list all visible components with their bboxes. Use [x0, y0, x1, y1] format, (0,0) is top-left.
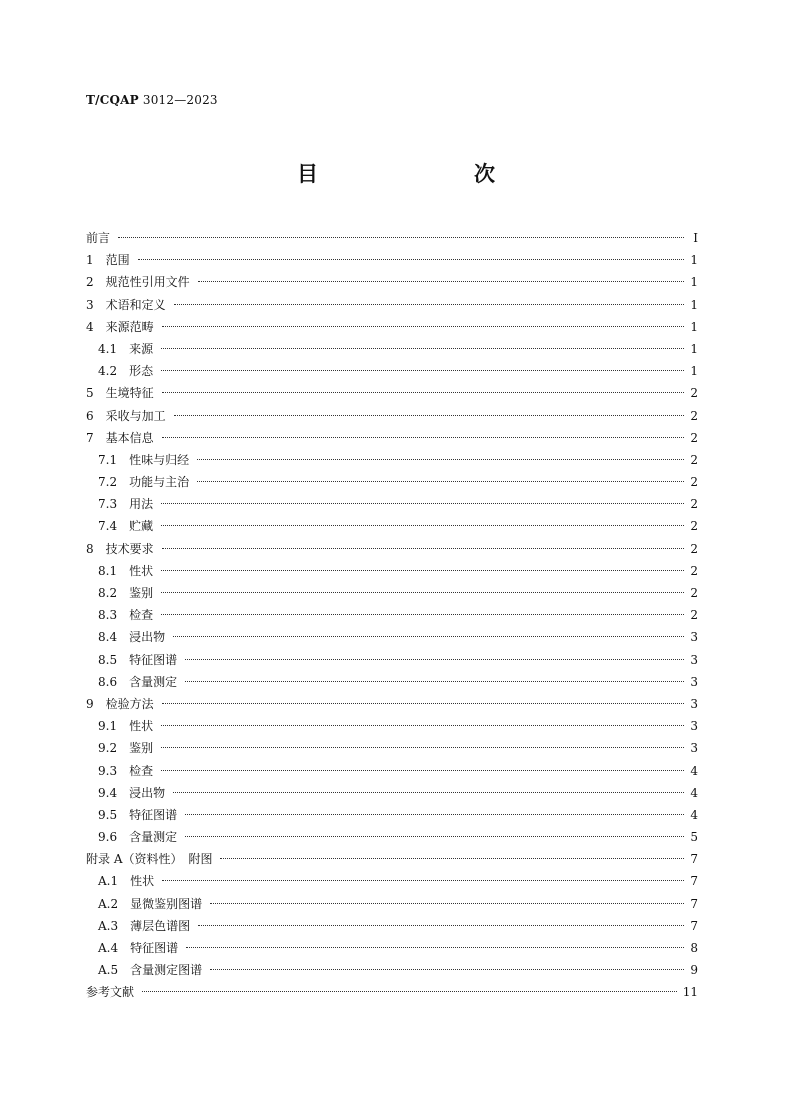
toc-dot-leader — [162, 703, 684, 704]
toc-entry-number: 9.6 — [98, 830, 118, 845]
toc-entry-page-number: 5 — [690, 830, 698, 845]
toc-entry[interactable] — [86, 538, 698, 560]
toc-entry-number: 8.3 — [98, 608, 118, 623]
toc-entry[interactable] — [86, 893, 698, 915]
toc-dot-leader — [197, 481, 684, 482]
toc-entry-page-number: 7 — [690, 918, 698, 933]
toc-entry[interactable] — [86, 626, 698, 648]
toc-entry[interactable] — [86, 826, 698, 848]
toc-entry-page-number: 1 — [690, 319, 698, 334]
toc-entry-number: 8.4 — [98, 630, 118, 645]
toc-entry-number: 9.4 — [98, 785, 118, 800]
toc-dot-leader — [162, 548, 684, 549]
document-code: T/CQAP — [86, 93, 139, 107]
toc-entry[interactable] — [86, 760, 698, 782]
toc-entry-number: 7.4 — [98, 519, 118, 534]
toc-entry-page-number: 1 — [690, 341, 698, 356]
toc-dot-leader — [174, 415, 684, 416]
toc-dot-leader — [161, 570, 684, 571]
toc-entry-label: 来源 — [129, 341, 154, 356]
toc-entry-number: 4.1 — [98, 341, 118, 356]
toc-entry-page-number: 4 — [690, 763, 698, 778]
toc-entry-number: 7 — [86, 430, 94, 445]
toc-entry[interactable] — [86, 715, 698, 737]
toc-dot-leader — [210, 903, 684, 904]
toc-entry-number: 3 — [86, 297, 94, 312]
toc-entry[interactable] — [86, 405, 698, 427]
toc-entry-page-number: 2 — [690, 475, 698, 490]
toc-dot-leader — [220, 858, 684, 859]
toc-entry-number: 2 — [86, 275, 94, 290]
toc-entry[interactable] — [86, 848, 698, 870]
toc-entry-label: 来源范畴 — [105, 319, 154, 334]
toc-entry[interactable] — [86, 649, 698, 671]
toc-dot-leader — [198, 281, 684, 282]
toc-dot-leader — [161, 503, 684, 504]
toc-entry[interactable] — [86, 449, 698, 471]
toc-entry-number: 5 — [86, 386, 94, 401]
toc-entry-label: 功能与主治 — [129, 475, 190, 490]
toc-entry-page-number: 1 — [690, 364, 698, 379]
toc-entry-number: A.4 — [98, 941, 119, 955]
toc-entry[interactable] — [86, 959, 698, 981]
toc-entry-label: 前言 — [86, 231, 111, 245]
toc-entry-label: 用法 — [129, 497, 154, 512]
toc-entry-page-number: 2 — [690, 586, 698, 600]
toc-entry-page-number: I — [693, 231, 698, 245]
toc-entry-label: 性状 — [129, 719, 154, 734]
toc-entry-number: 6 — [86, 408, 94, 423]
toc-entry-number: 4.2 — [98, 364, 118, 379]
toc-entry-page-number: 3 — [690, 696, 698, 711]
toc-entry[interactable] — [86, 515, 698, 537]
toc-entry-page-number: 2 — [690, 519, 698, 534]
toc-entry-page-number: 9 — [690, 963, 698, 978]
toc-dot-leader — [162, 326, 684, 327]
toc-entry-number: 8.6 — [98, 674, 118, 689]
toc-dot-leader — [138, 259, 684, 260]
toc-entry[interactable] — [86, 271, 698, 293]
toc-entry-page-number: 2 — [690, 430, 698, 445]
toc-entry-page-number: 3 — [690, 652, 698, 667]
toc-entry-label: 基本信息 — [105, 430, 154, 445]
toc-entry[interactable] — [86, 382, 698, 404]
toc-dot-leader — [197, 459, 684, 460]
toc-entry-label: 检查 — [129, 608, 154, 623]
toc-dot-leader — [162, 880, 684, 881]
toc-entry-number: 9.3 — [98, 763, 118, 778]
toc-entry[interactable] — [86, 915, 698, 937]
toc-entry[interactable] — [86, 804, 698, 826]
toc-entry[interactable] — [86, 604, 698, 626]
toc-dot-leader — [162, 437, 684, 438]
toc-entry-page-number: 4 — [690, 807, 698, 822]
toc-entry-page-number: 1 — [690, 275, 698, 290]
toc-entry-label: 贮藏 — [129, 519, 154, 534]
toc-entry[interactable] — [86, 360, 698, 382]
toc-entry-page-number: 4 — [690, 785, 698, 800]
toc-dot-leader — [173, 636, 684, 637]
toc-entry-number: A.2 — [98, 896, 119, 911]
toc-entry-label: 特征图谱 — [129, 807, 178, 822]
toc-entry[interactable] — [86, 937, 698, 959]
toc-entry-number: 8 — [86, 541, 94, 556]
toc-entry[interactable] — [86, 493, 698, 515]
toc-entry-label: 性状 — [130, 874, 155, 889]
toc-entry-label: 浸出物 — [129, 630, 166, 645]
toc-entry-page-number: 2 — [690, 497, 698, 512]
toc-dot-leader — [173, 792, 684, 793]
toc-entry[interactable] — [86, 338, 698, 360]
toc-entry-page-number: 11 — [682, 985, 698, 1000]
toc-entry-label: 规范性引用文件 — [105, 275, 190, 290]
toc-entry-page-number: 2 — [690, 608, 698, 623]
toc-entry-number: 9.1 — [98, 719, 118, 734]
document-number: 3012—2023 — [142, 93, 218, 107]
toc-entry-label: 特征图谱 — [129, 652, 178, 667]
toc-dot-leader — [161, 525, 684, 526]
toc-entry-label: 技术要求 — [105, 541, 154, 556]
toc-entry-number: 8.2 — [98, 586, 118, 600]
toc-dot-leader — [185, 836, 684, 837]
toc-entry-page-number: 2 — [690, 563, 698, 578]
toc-entry-page-number: 7 — [690, 896, 698, 911]
toc-dot-leader — [161, 725, 684, 726]
toc-entry-number: A.1 — [98, 874, 119, 889]
toc-entry-page-number: 8 — [690, 941, 698, 955]
toc-entry-page-number: 1 — [690, 253, 698, 268]
toc-entry[interactable] — [86, 249, 698, 271]
toc-entry-label: 检查 — [129, 763, 154, 778]
toc-entry[interactable] — [86, 316, 698, 338]
toc-entry[interactable] — [86, 671, 698, 693]
toc-dot-leader — [161, 592, 684, 593]
table-of-contents — [86, 227, 698, 1004]
toc-entry-number: 9.5 — [98, 807, 118, 822]
toc-entry-label: 参考文献 — [86, 985, 135, 1000]
toc-entry-label: 特征图谱 — [130, 941, 179, 955]
toc-entry-number: 4 — [86, 319, 94, 334]
toc-dot-leader — [185, 659, 684, 660]
toc-entry[interactable] — [86, 294, 698, 316]
toc-entry-label: 附录 A（资料性） 附图 — [86, 852, 213, 867]
toc-entry[interactable] — [86, 227, 698, 249]
toc-entry[interactable] — [86, 693, 698, 715]
toc-entry-page-number: 3 — [690, 674, 698, 689]
toc-entry-number: 9.2 — [98, 741, 118, 756]
toc-entry[interactable] — [86, 737, 698, 759]
toc-entry-page-number: 7 — [690, 852, 698, 867]
toc-dot-leader — [162, 392, 684, 393]
toc-entry-label: 显微鉴别图谱 — [130, 896, 203, 911]
toc-entry-number: A.3 — [98, 918, 119, 933]
toc-entry[interactable] — [86, 582, 698, 604]
toc-entry-label: 薄层色谱图 — [130, 918, 191, 933]
toc-entry[interactable] — [86, 981, 698, 1003]
toc-entry-number: 7.1 — [98, 452, 118, 467]
toc-title: 目 次 — [297, 161, 533, 186]
toc-dot-leader — [186, 947, 684, 948]
document-identifier — [86, 93, 218, 107]
toc-entry-label: 鉴别 — [129, 741, 154, 756]
toc-entry[interactable] — [86, 427, 698, 449]
toc-entry-label: 鉴别 — [129, 586, 154, 600]
toc-entry-number: 7.3 — [98, 497, 118, 512]
toc-dot-leader — [161, 770, 684, 771]
toc-entry-page-number: 1 — [690, 297, 698, 312]
toc-entry-label: 性味与归经 — [129, 452, 190, 467]
toc-entry-number: 8.1 — [98, 563, 118, 578]
toc-dot-leader — [161, 747, 684, 748]
toc-entry-number: A.5 — [98, 963, 119, 978]
toc-entry-page-number: 2 — [690, 452, 698, 467]
toc-entry-label: 采收与加工 — [105, 408, 166, 423]
toc-entry[interactable] — [86, 870, 698, 892]
toc-entry[interactable] — [86, 560, 698, 582]
toc-entry-page-number: 2 — [690, 386, 698, 401]
toc-dot-leader — [185, 814, 684, 815]
toc-entry-page-number: 3 — [690, 719, 698, 734]
toc-entry-number: 8.5 — [98, 652, 118, 667]
toc-dot-leader — [161, 614, 684, 615]
toc-entry-label: 性状 — [129, 563, 154, 578]
toc-dot-leader — [198, 925, 684, 926]
toc-entry-page-number: 7 — [690, 874, 698, 889]
toc-entry-label: 含量测定 — [129, 674, 178, 689]
toc-entry[interactable] — [86, 782, 698, 804]
toc-entry-number: 7.2 — [98, 475, 118, 490]
toc-entry-page-number: 3 — [690, 741, 698, 756]
toc-entry-label: 生境特征 — [105, 386, 154, 401]
toc-entry[interactable] — [86, 471, 698, 493]
toc-entry-number: 1 — [86, 253, 94, 268]
toc-dot-leader — [142, 991, 677, 992]
toc-entry-label: 含量测定图谱 — [130, 963, 203, 978]
toc-dot-leader — [118, 237, 684, 238]
toc-entry-number: 9 — [86, 696, 94, 711]
toc-dot-leader — [185, 681, 684, 682]
toc-entry-label: 范围 — [105, 253, 130, 268]
toc-dot-leader — [174, 304, 684, 305]
toc-entry-label: 术语和定义 — [105, 297, 166, 312]
toc-entry-label: 形态 — [129, 364, 154, 379]
toc-entry-page-number: 2 — [690, 408, 698, 423]
toc-entry-label: 检验方法 — [105, 696, 154, 711]
toc-entry-page-number: 2 — [690, 541, 698, 556]
toc-dot-leader — [210, 969, 684, 970]
toc-entry-label: 浸出物 — [129, 785, 166, 800]
toc-dot-leader — [161, 370, 684, 371]
toc-entry-label: 含量测定 — [129, 830, 178, 845]
toc-entry-page-number: 3 — [690, 630, 698, 645]
toc-dot-leader — [161, 348, 684, 349]
